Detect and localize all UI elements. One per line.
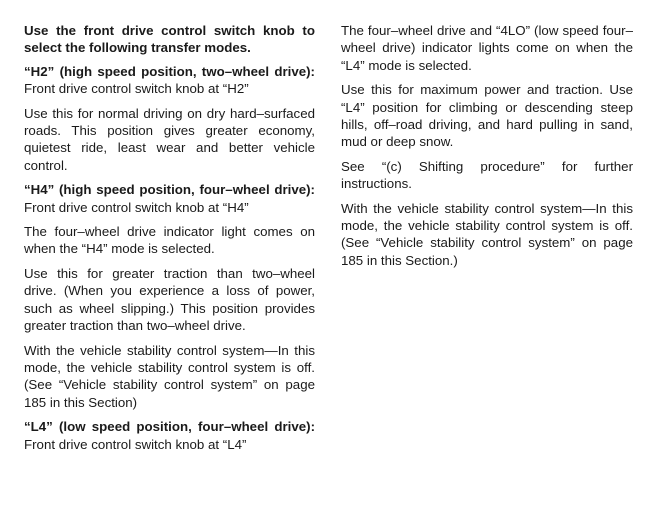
l4-indicator-text: The four–wheel drive and “4LO” (low speed four–wheel drive) indicator lights come on when the “L4” mode is selected. xyxy=(341,23,633,73)
h4-mode-entry xyxy=(24,181,315,216)
l4-vsc-note: With the vehicle stability control system—In this mode, the vehicle stability control system is off. (See “Vehicle stability control system” on page 185 in this Section.) xyxy=(341,200,633,268)
right-column xyxy=(341,22,633,276)
h2-mode-entry xyxy=(24,63,315,98)
l4-mode-desc: Front drive control switch knob at “L4” xyxy=(24,436,247,452)
see-also-text: See “(c) Shifting procedure” for further instructions. xyxy=(341,158,633,192)
left-column xyxy=(24,22,315,460)
h4-mode-title: “H4” (high speed position, four–wheel drive): xyxy=(24,182,315,198)
h4-indicator-text: The four–wheel drive indicator light comes on when the “H4” mode is selected. xyxy=(24,224,315,257)
l4-mode-title: “L4” (low speed position, four–wheel drive): xyxy=(24,419,315,435)
h2-mode-desc: Front drive control switch knob at “H2” xyxy=(24,81,249,97)
h2-usage-text: Use this for normal driving on dry hard–surfaced roads. This position gives greater economy, quietest ride, least wear and better vehicle control. xyxy=(24,105,315,173)
h2-mode-title: “H2” (high speed position, two–wheel drive): xyxy=(24,63,315,79)
h4-usage-text: Use this for greater traction than two–wheel drive. (When you experience a loss of power, such as wheel slipping.) This position provides greater traction than two–wheel drive. xyxy=(24,265,315,334)
intro-heading: Use the front drive control switch knob to select the following transfer modes. xyxy=(24,23,315,56)
l4-usage-text: Use this for maximum power and traction. Use “L4” position for climbing or descending steep hills, off–road driving, and hard pulling in sand, mud or deep snow. xyxy=(341,82,633,150)
h4-mode-desc: Front drive control switch knob at “H4” xyxy=(24,199,249,215)
h4-vsc-note: With the vehicle stability control system—In this mode, the vehicle stability control system is off. (See “Vehicle stability control system” on page 185 in this Section) xyxy=(24,342,315,410)
l4-mode-entry xyxy=(24,418,315,453)
